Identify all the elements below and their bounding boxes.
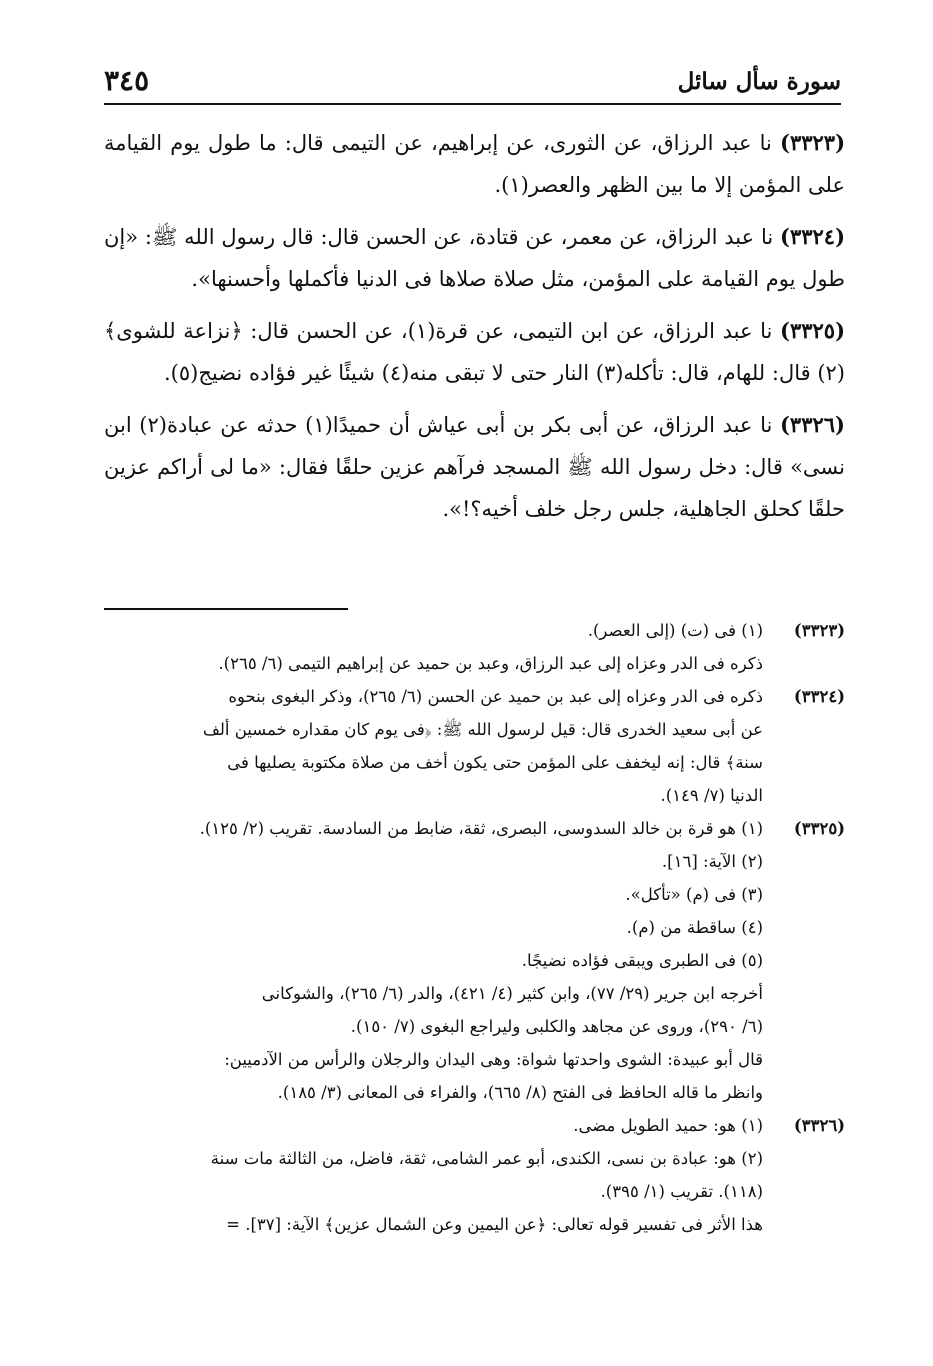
footnote-lines: [104, 680, 763, 812]
footnote-line: أخرجه ابن جرير (٢٩/ ٧٧)، وابن كثير (٤/ ٤٢١)، والدر (٦/ ٢٦٥)، والشوكانى: [261, 984, 763, 1003]
page-header: [104, 64, 841, 102]
footnote-line: (٦/ ٢٩٠)، وروى عن مجاهد والكلبى وليراجع البغوى (٧/ ١٥٠).: [350, 1017, 763, 1036]
footnote-line: (١) هو قرة بن خالد السدوسى، البصرى، ثقة، ضابط من السادسة. تقريب (٢/ ١٢٥).: [199, 819, 763, 838]
header-rule: [104, 103, 841, 105]
running-title: سورة سأل سائل: [677, 68, 841, 95]
footnote-line: (٤) ساقطة من (م).: [626, 918, 763, 937]
footnote-line: هذا الأثر فى تفسير قوله تعالى: ﴿عن اليمين وعن الشمال عزين﴾ الآية: [٣٧]. =: [226, 1215, 763, 1234]
footnote-ref: (٣٣٢٦): [793, 1116, 845, 1135]
hadith-number: (٣٣٢٤): [780, 224, 845, 249]
footnote-lines: [104, 812, 763, 1109]
hadith-number: (٣٣٢٦): [779, 412, 845, 437]
hadith-number: (٣٣٢٥): [780, 318, 845, 343]
footnote-line: (١١٨). تقريب (١/ ٣٩٥).: [600, 1182, 763, 1201]
hadith-text: نا عبد الرزاق، عن ابن التيمى، عن قرة(١)، عن الحسن قال: ﴿نزاعة للشوى﴾(٢) قال: للهام، قال: تأكله(٣) النار حتى لا تبقى منه(٤) شيئًا غير فؤاده نضيج(٥).: [104, 319, 845, 385]
footnotes: [104, 614, 845, 1241]
main-text: [104, 122, 845, 540]
footnote-line: (١) فى (ت) (إلى العصر).: [587, 621, 763, 640]
footnote-group-3323: [104, 614, 845, 680]
footnote-line: قال أبو عبيدة: الشوى واحدتها شواة: وهى اليدان والرجلان والرأس من الآدميين:: [224, 1050, 763, 1069]
footnote-separator: [104, 608, 348, 610]
footnote-group-3325: [104, 812, 845, 1109]
footnote-lines: [104, 614, 763, 680]
hadith-text: نا عبد الرزاق، عن أبى بكر بن أبى عياش أن حميدًا(١) حدثه عن عبادة(٢) ابن نسى» قال: دخل رسول الله ﷺ المسجد فرآهم عزين حلقًا فقال: «ما لى أراكم عزين حلقًا كحلق الجاهلية، جلس رجل خلف أخيه؟!».: [104, 413, 845, 521]
footnote-ref: (٣٣٢٣): [793, 621, 845, 640]
footnote-line: (٥) فى الطبرى ويبقى فؤاده نضيجًا.: [521, 951, 763, 970]
footnote-line: الدنيا (٧/ ١٤٩).: [660, 786, 763, 805]
footnote-line: وانظر ما قاله الحافظ فى الفتح (٨/ ٦٦٥)، والفراء فى المعانى (٣/ ١٨٥).: [277, 1083, 763, 1102]
hadith-3326: [104, 404, 845, 530]
footnote-line: سنة﴾ قال: إنه ليخفف على المؤمن حتى يكون أخف من صلاة مكتوبة يصليها فى: [227, 753, 763, 772]
footnote-line: (٢) هو: عبادة بن نسى، الكندى، أبو عمر الشامى، ثقة، فاضل، من الثالثة مات سنة: [210, 1149, 763, 1168]
footnote-line: ذكره فى الدر وعزاه إلى عبد بن حميد عن الحسن (٦/ ٢٦٥)، وذكر البغوى بنحوه: [228, 687, 763, 706]
footnote-line: عن أبى سعيد الخدرى قال: قيل لرسول الله ﷺ: ﴿فى يوم كان مقداره خمسين ألف: [202, 720, 763, 739]
page-number: ٣٤٥: [104, 64, 150, 97]
hadith-text: نا عبد الرزاق، عن الثورى، عن إبراهيم، عن التيمى قال: ما طول يوم القيامة على المؤمن إلا ما بين الظهر والعصر(١).: [104, 131, 845, 197]
footnote-ref: (٣٣٢٥): [793, 819, 845, 838]
footnote-line: (٢) الآية: [١٦].: [661, 852, 763, 871]
footnote-lines: [104, 1109, 763, 1241]
hadith-number: (٣٣٢٣): [780, 130, 845, 155]
footnote-ref: (٣٣٢٤): [793, 687, 845, 706]
footnote-group-3326: [104, 1109, 845, 1241]
hadith-3324: [104, 216, 845, 300]
hadith-text: نا عبد الرزاق، عن معمر، عن قتادة، عن الحسن قال: قال رسول الله ﷺ: «إن طول يوم القيامة على المؤمن، مثل صلاة صلاها فى الدنيا فأكملها وأحسنها».: [104, 225, 845, 291]
hadith-3323: [104, 122, 845, 206]
footnote-line: (١) هو: حميد الطويل مضى.: [573, 1116, 763, 1135]
footnote-line: (٣) فى (م) «تأكل».: [625, 885, 763, 904]
hadith-3325: [104, 310, 845, 394]
footnote-line: ذكره فى الدر وعزاه إلى عبد الرزاق، وعبد بن حميد عن إبراهيم التيمى (٦/ ٢٦٥).: [218, 654, 763, 673]
footnote-group-3324: [104, 680, 845, 812]
